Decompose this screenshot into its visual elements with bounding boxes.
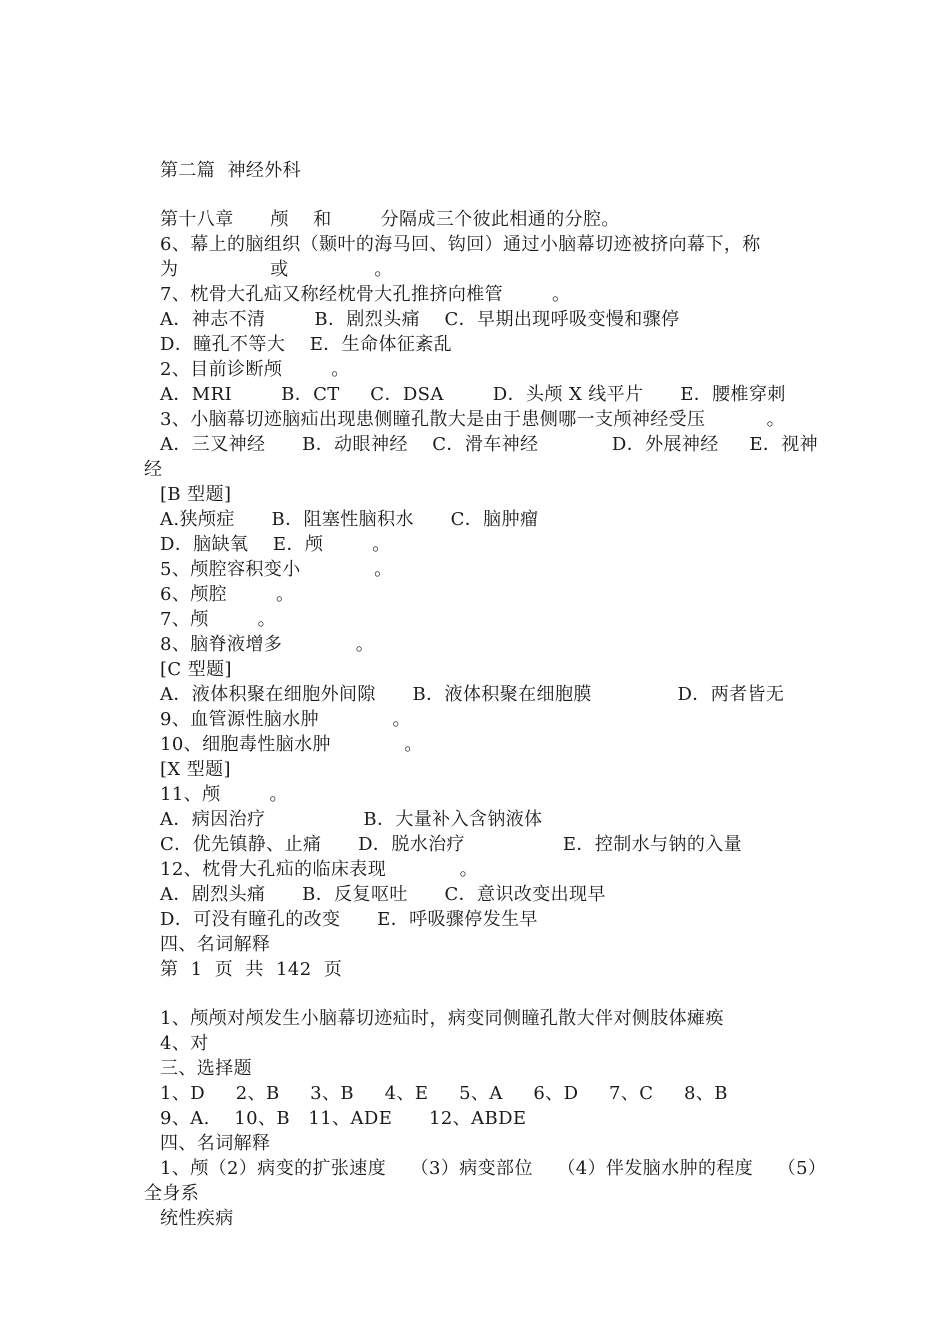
answer-text: 1、颅颅对颅发生小脑幕切迹疝时，病变同侧瞳孔散大伴对侧肢体瘫痪 xyxy=(160,1008,724,1029)
chapter-heading: 第十八章 颅 和 分隔成三个彼此相通的分腔。 xyxy=(160,209,620,230)
answer-options: D．瞳孔不等大 E．生命体征紊乱 xyxy=(160,334,453,355)
answer-options-wrap: 经 xyxy=(144,459,163,480)
question-text: 为 或 。 xyxy=(160,259,393,280)
question-type-heading: [B 型题] xyxy=(160,484,232,505)
question-text: 6、幕上的脑组织（颞叶的海马回、钩回）通过小脑幕切迹被挤向幕下，称 xyxy=(160,234,761,255)
section-heading: 四、名词解释 xyxy=(160,934,271,955)
answer-text: 1、颅（2）病变的扩张速度 （3）病变部位 （4）伴发脑水肿的程度 （5） xyxy=(160,1158,827,1179)
question-type-heading: [X 型题] xyxy=(160,759,231,780)
question-text: 3、小脑幕切迹脑疝出现患侧瞳孔散大是由于患侧哪一支颅神经受压 。 xyxy=(160,409,786,430)
question-type-heading: [C 型题] xyxy=(160,659,232,680)
question-text: 7、枕骨大孔疝又称经枕骨大孔推挤向椎管 。 xyxy=(160,284,571,305)
question-text: 12、枕骨大孔疝的临床表现 。 xyxy=(160,859,478,880)
question-text: 10、细胞毒性脑水肿 。 xyxy=(160,734,423,755)
question-text: 2、目前诊断颅 。 xyxy=(160,359,350,380)
answer-key: 9、A. 10、B 11、ADE 12、ABDE xyxy=(160,1108,527,1129)
answer-options: D．脑缺氧 E．颅 。 xyxy=(160,534,391,555)
question-text: 11、颅 。 xyxy=(160,784,288,805)
answer-options: A．液体积聚在细胞外间隙 B．液体积聚在细胞膜 D．两者皆无 xyxy=(160,684,785,705)
question-text: 9、血管源性脑水肿 。 xyxy=(160,709,411,730)
answer-text-wrap: 全身系 xyxy=(144,1183,200,1204)
question-text: 8、脑脊液增多 。 xyxy=(160,634,375,655)
answer-text: 4、对 xyxy=(160,1033,209,1054)
question-text: 6、颅腔 。 xyxy=(160,584,295,605)
answer-options: A．神志不清 B．剧烈头痛 C．早期出现呼吸变慢和骤停 xyxy=(160,309,680,330)
answer-key: 1、D 2、B 3、B 4、E 5、A 6、D 7、C 8、B xyxy=(160,1083,728,1104)
section-heading: 四、名词解释 xyxy=(160,1133,271,1154)
answer-options: C．优先镇静、止痛 D．脱水治疗 E．控制水与钠的入量 xyxy=(160,834,743,855)
answer-options: A.狭颅症 B．阻塞性脑积水 C．脑肿瘤 xyxy=(160,509,539,530)
answer-options: A．MRI B．CT C．DSA D．头颅 X 线平片 E．腰椎穿刺 xyxy=(160,384,786,405)
answer-options: A．三叉神经 B．动眼神经 C．滑车神经 D．外展神经 E．视神 xyxy=(160,434,819,455)
section-title: 第二篇 神经外科 xyxy=(160,160,302,181)
section-heading: 三、选择题 xyxy=(160,1058,252,1079)
page-number: 第 1 页 共 142 页 xyxy=(160,959,343,980)
question-text: 7、颅 。 xyxy=(160,609,277,630)
answer-options: D．可没有瞳孔的改变 E．呼吸骤停发生早 xyxy=(160,909,538,930)
question-text: 5、颅腔容积变小 。 xyxy=(160,559,393,580)
answer-options: A．病因治疗 B．大量补入含钠液体 xyxy=(160,809,543,830)
answer-text: 统性疾病 xyxy=(160,1208,234,1229)
answer-options: A．剧烈头痛 B．反复呕吐 C．意识改变出现早 xyxy=(160,884,606,905)
